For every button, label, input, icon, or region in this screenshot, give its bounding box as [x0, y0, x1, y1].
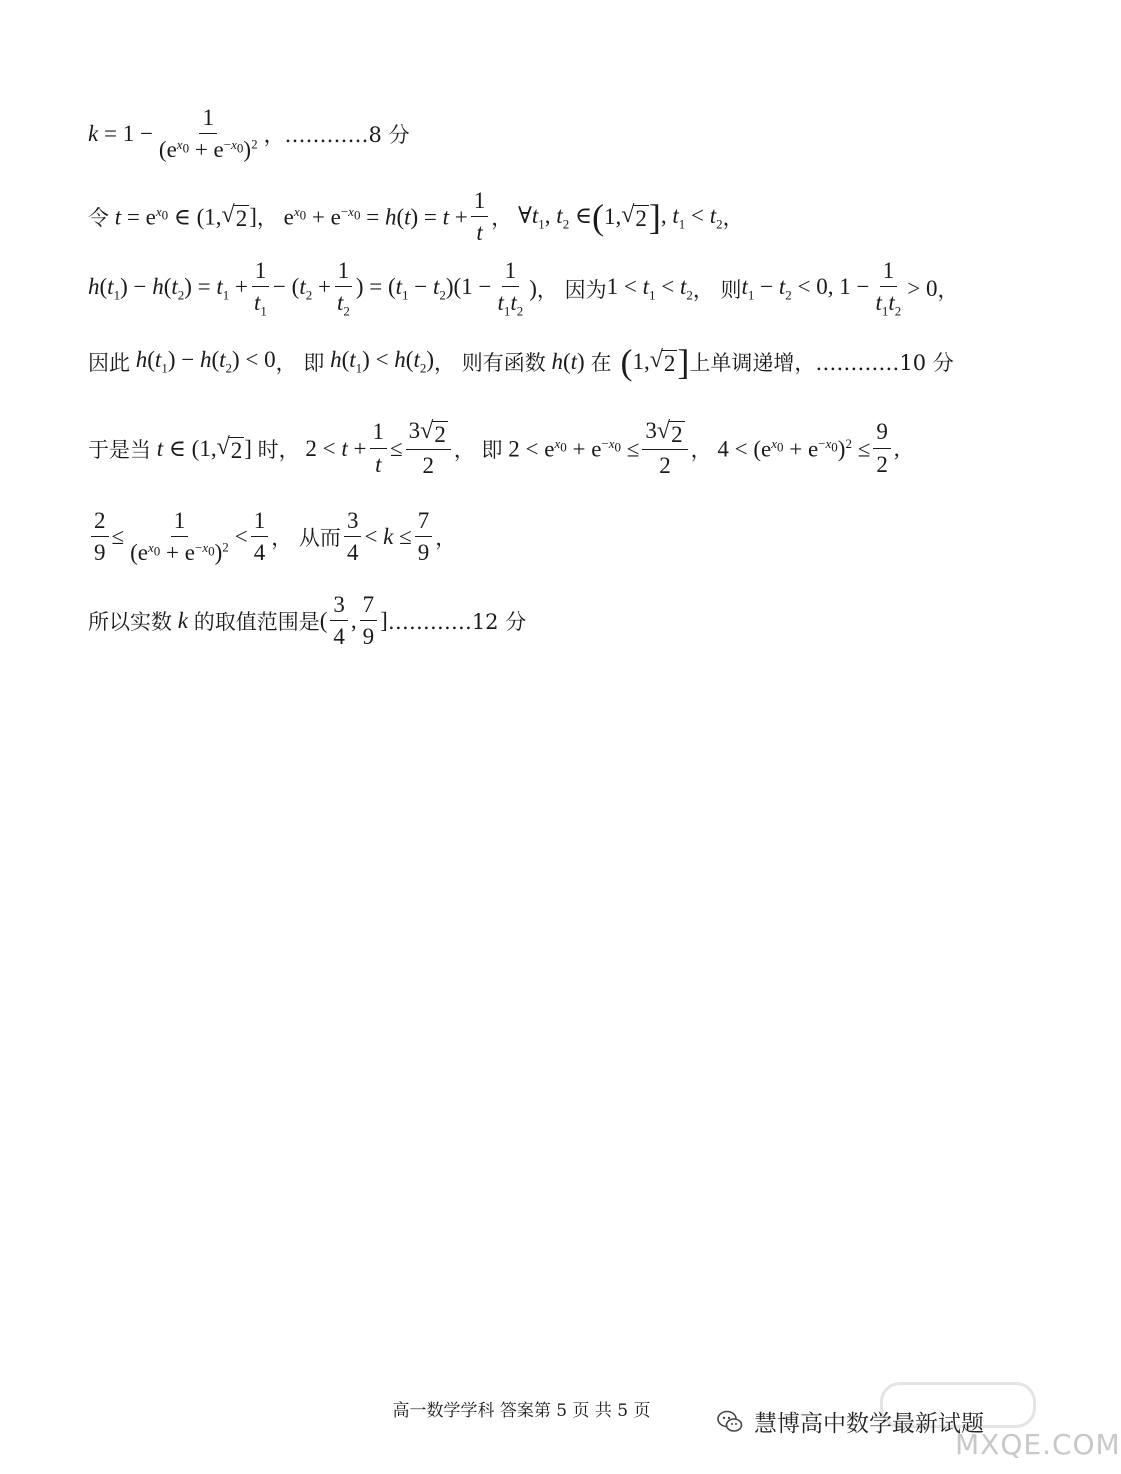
page-footer: 高一数学学科 答案第 5 页 共 5 页 [392, 1401, 651, 1421]
formula-line-4: 因此 $h(t_1) - h(t_2) < 0$ ， 即 $h(t_1) < h(t_2)$ ， 则有函数 h(t) 在 ( 1, √ 2 ] 上单调递增， …………10 分 [88, 342, 954, 382]
fraction: $\frac{7}{9}$ [360, 592, 378, 651]
math-expression: $t = e^{x_0}$ ∈ (1, [114, 204, 222, 230]
formula-line-3: $h(t_1) - h(t_2) = t_1$ + $\frac{1}{t_1}$ − ($t_2$ + $\frac{1}{t_2}$ ) = $(t_1 - t_2)(1$ − $\frac{1}{t_1t_2}$ ) ， 因为 $1 < t_1 < t_2$ ， 则 $t_1 - t_2 < 0$, 1 − $\frac{1}{t_1t_2}$ > 0 ， [88, 258, 959, 320]
sqrt: √ 2 [221, 202, 248, 232]
sqrt: √ 2 [621, 202, 647, 232]
math-expression: $e^{x_0} + e^{-x_0} = h(t) = t$ + [277, 204, 468, 230]
fraction: $\frac{1}{t}$ [370, 419, 388, 478]
math-expression: $h(t_1) - h(t_2) = t_1$ + [88, 274, 249, 303]
fraction: $\frac{9}{2}$ [873, 419, 891, 478]
formula-line-2: 令 $t = e^{x_0}$ ∈ (1, √ 2 ] ， $e^{x_0} + e^{-x_0} = h(t) = t$ + $\frac{1}{t}$ ， $\forall t_1$, $t_2$ ∈ ( 1, √ 2 ] , $t_1 < t_2$ ， [88, 188, 744, 246]
watermark-text: 慧博高中数学最新试题 [754, 1411, 984, 1437]
fraction: $\frac{1}{t_1t_2}$ [497, 258, 524, 320]
fraction: $\frac{2}{9}$ [91, 508, 109, 567]
math-expression: $h(t_1) - h(t_2) < 0$ [135, 347, 276, 376]
sqrt: √ 2 [216, 433, 243, 463]
fraction: $\frac{3}{4}$ [330, 592, 348, 651]
fraction: $\frac{1}{(e^{x_0} + e^{-x_0})^2}$ [130, 508, 229, 566]
watermark [716, 1405, 984, 1438]
formula-line-1 [88, 105, 410, 164]
fraction: $\frac{1}{t_2}$ [334, 258, 353, 320]
watermark-site: MXQE.COM [955, 1428, 1121, 1461]
wechat-icon [716, 1408, 744, 1436]
fraction: $\frac{1}{4}$ [251, 508, 269, 567]
formula-line-6: $\frac{2}{9}$ ≤ $\frac{1}{(e^{x_0} + e^{-x_0})^2}$ < $\frac{1}{4}$ ， 从而 $\frac{3}{4}$ < k ≤ $\frac{7}{9}$ ， [88, 508, 456, 567]
math-expression: $h(t_1) < h(t_2)$ [330, 347, 435, 376]
fraction: $\frac{1}{t}$ [471, 188, 489, 247]
fraction: 3 √ 2 2 [406, 418, 451, 480]
fraction: 3 √ 2 2 [642, 418, 687, 480]
score-mark: …………12 分 [387, 610, 527, 635]
formula-line-5: 于是当 t ∈ (1, √ 2 ] 时， 2 < t + $\frac{1}{t}$ ≤ 3 √ 2 2 ， 即 $2 < e^{x_0} + e^{-x_0}$ ≤ 3 √ 2 2 ， $4 < (e^{x_0} + e^{-x_0})^2$ ≤ $\frac{9}{2}$ , [88, 418, 900, 479]
math-expression: k = 1 − [88, 121, 153, 147]
sqrt: √ 2 [649, 346, 676, 376]
fraction: $\frac{1}{t_1t_2}$ [875, 258, 902, 320]
fraction: $\frac{1}{(e^{x_0} + e^{-x_0})^2}$ [158, 105, 258, 163]
formula-line-7: 所以实数 k 的取值范围是 ( $\frac{3}{4}$ , $\frac{7}{9}$ ] …………12 分 [88, 592, 527, 650]
score-mark: ，…………8 分 [263, 123, 410, 148]
math-expression: $\forall t_1$, $t_2$ ∈ [518, 202, 592, 232]
fraction: $\frac{3}{4}$ [344, 508, 362, 567]
fraction: $\frac{1}{t_1}$ [251, 258, 270, 320]
score-mark: …………10 分 [815, 351, 954, 375]
fraction: $\frac{7}{9}$ [415, 508, 433, 567]
